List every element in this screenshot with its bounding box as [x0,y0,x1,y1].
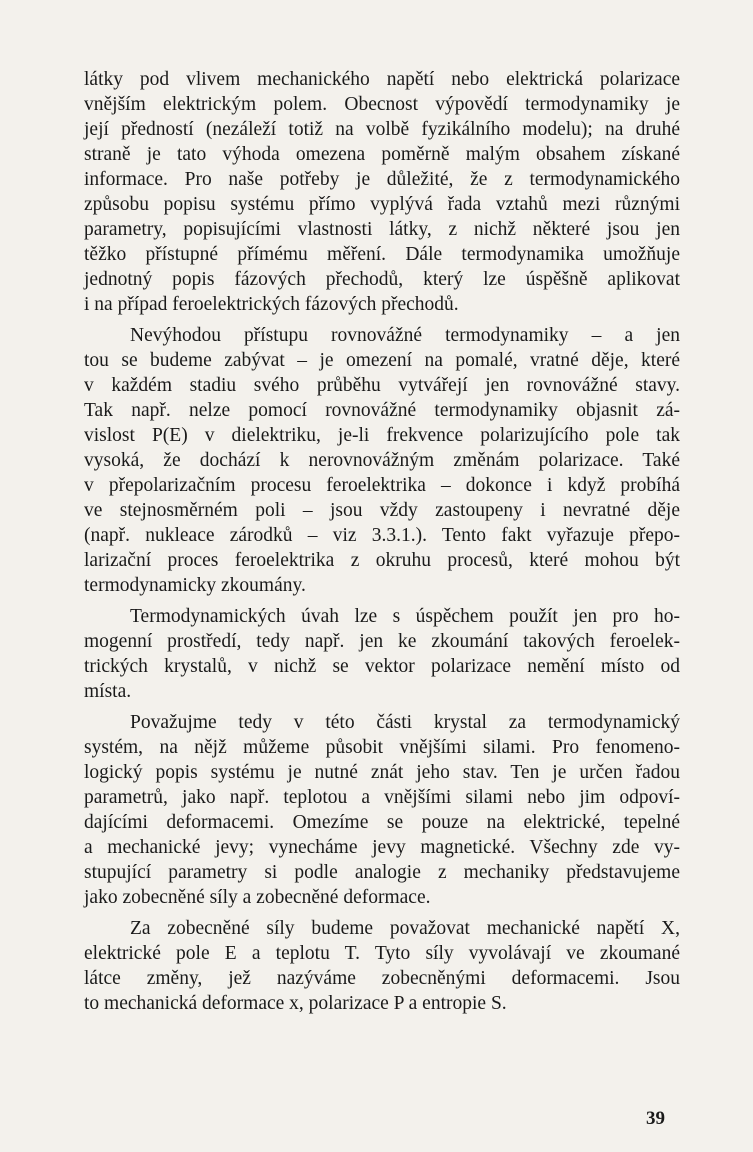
text-line: systém, na nějž můžeme působit vnějšími silami. Pro fenomeno- [84,737,680,758]
paragraph [84,323,680,598]
body-text [84,67,680,1016]
text-line: logický popis systému je nutné znát jeho stav. Ten je určen řadou [84,762,680,783]
text-line: elektrické pole E a teplotu T. Tyto síly vyvolávají ve zkoumané [84,943,680,964]
text-line: látce změny, jež nazýváme zobecněnými deformacemi. Jsou [84,968,680,989]
text-line: i na případ feroelektrických fázových přechodů. [84,294,459,315]
text-line: termodynamicky zkoumány. [84,575,306,596]
text-line: Termodynamických úvah lze s úspěchem použít jen pro ho- [130,606,680,627]
text-line: způsobu popisu systému přímo vyplývá řada vztahů mezi různými [84,194,680,215]
text-line: Nevýhodou přístupu rovnovážné termodynamiky – a jen [130,325,680,346]
text-line: a mechanické jevy; vynecháme jevy magnetické. Všechny zde vy- [84,837,680,858]
text-line: jako zobecněné síly a zobecněné deformace. [84,887,431,908]
text-line: mogenní prostředí, tedy např. jen ke zkoumání takových feroelek- [84,631,680,652]
text-line: Za zobecněné síly budeme považovat mechanické napětí X, [130,918,680,939]
text-line: Tak např. nelze pomocí rovnovážné termodynamiky objasnit zá- [84,400,680,421]
text-line: vislost P(E) v dielektriku, je-li frekvence polarizujícího pole tak [84,425,680,446]
text-line: těžko přístupné přímému měření. Dále termodynamika umožňuje [84,244,680,265]
text-line: vnějším elektrickým polem. Obecnost výpovědí termodynamiky je [84,94,680,115]
text-line: vysoká, že dochází k nerovnovážným změnám polarizace. Také [84,450,680,471]
text-line: Považujme tedy v této části krystal za termodynamický [130,712,680,733]
text-line: dajícími deformacemi. Omezíme se pouze na elektrické, tepelné [84,812,680,833]
text-line: ve stejnosměrném poli – jsou vždy zastoupeny i nevratné děje [84,500,680,521]
text-line: v přepolarizačním procesu feroelektrika – dokonce i když probíhá [84,475,680,496]
text-line: trických krystalů, v nichž se vektor polarizace nemění místo od [84,656,680,677]
text-line: místa. [84,681,132,702]
text-line: parametrů, jako např. teplotou a vnějšími silami nebo jim odpoví- [84,787,680,808]
paragraph [84,67,680,317]
text-line: larizační proces feroelektrika z okruhu procesů, které mohou být [84,550,680,571]
text-line: (např. nukleace zárodků – viz 3.3.1.). Tento fakt vyřazuje přepo- [84,525,680,546]
text-line: její předností (nezáleží totiž na volbě fyzikálního modelu); na druhé [84,119,680,140]
paragraph [84,916,680,1016]
text-line: informace. Pro naše potřeby je důležité, že z termodynamického [84,169,680,190]
text-line: v každém stadiu svého průběhu vytvářejí jen rovnovážné stavy. [84,375,680,396]
text-line: to mechanická deformace x, polarizace P a entropie S. [84,993,507,1014]
page-number: 39 [646,1108,665,1129]
text-line: straně je tato výhoda omezena poměrně malým obsahem získané [84,144,680,165]
text-line: stupující parametry si podle analogie z mechaniky představujeme [84,862,680,883]
text-line: tou se budeme zabývat – je omezení na pomalé, vratné děje, které [84,350,680,371]
text-line: parametry, popisujícími vlastnosti látky, z nichž některé jsou jen [84,219,680,240]
paragraph [84,604,680,704]
text-line: jednotný popis fázových přechodů, který lze úspěšně aplikovat [84,269,680,290]
paragraph [84,710,680,910]
text-line: látky pod vlivem mechanického napětí nebo elektrická polarizace [84,69,680,90]
